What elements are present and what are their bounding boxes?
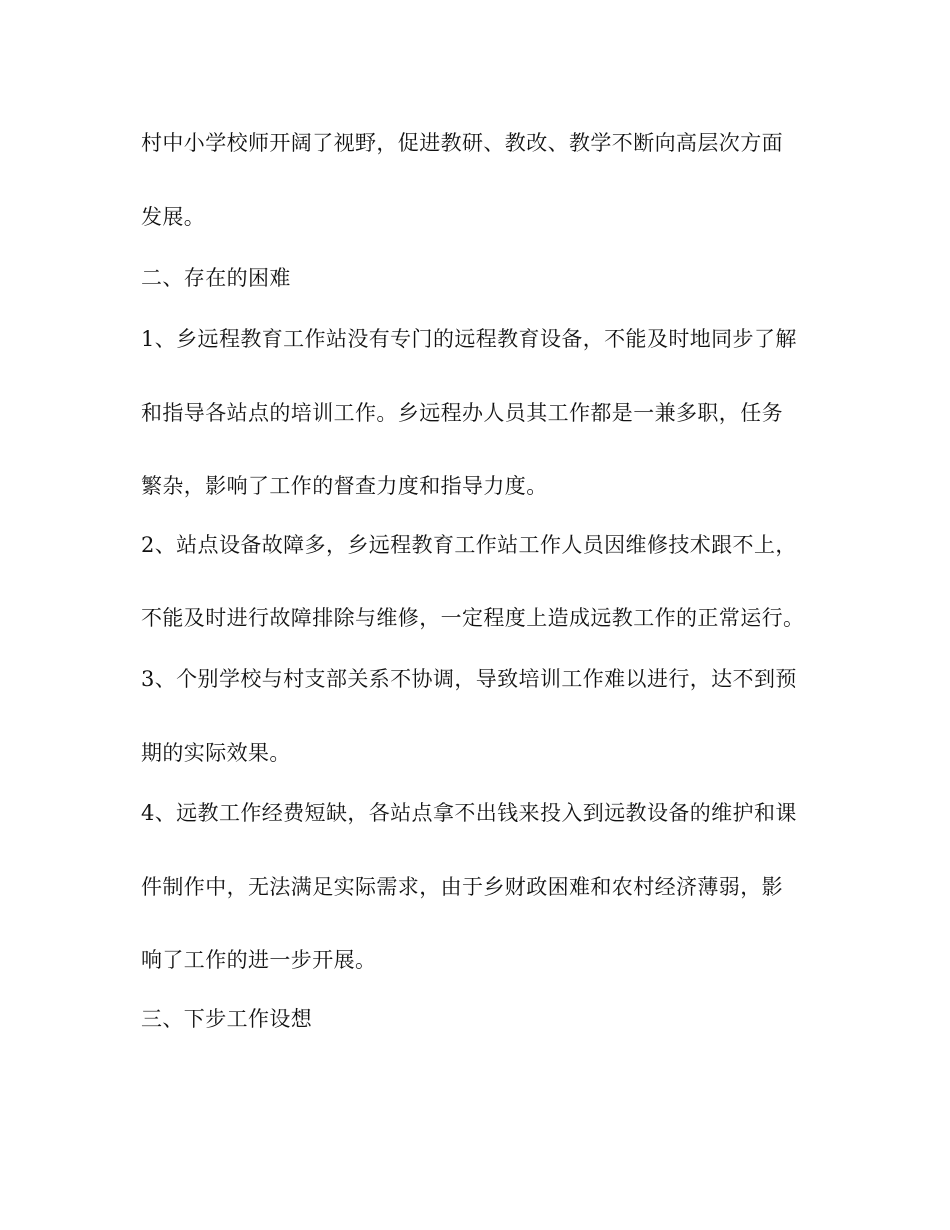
paragraph-line: 4、远教工作经费短缺，各站点拿不出钱来投入到远教设备的维护和课	[141, 801, 797, 825]
paragraph-line: 和指导各站点的培训工作。乡远程办人员其工作都是一兼多职，任务	[141, 401, 783, 425]
paragraph-line: 村中小学校师开阔了视野，促进教研、教改、教学不断向高层次方面	[141, 131, 783, 155]
paragraph-line: 2、站点设备故障多，乡远程教育工作站工作人员因维修技术跟不上，	[141, 533, 797, 557]
paragraph-line: 响了工作的进一步开展。	[141, 948, 377, 972]
paragraph-line: 期的实际效果。	[141, 741, 291, 765]
paragraph-line: 1、乡远程教育工作站没有专门的远程教育设备，不能及时地同步了解	[141, 327, 797, 351]
paragraph-line: 不能及时进行故障排除与维修，一定程度上造成远教工作的正常运行。	[141, 606, 805, 630]
section-heading-difficulties: 二、存在的困难	[141, 266, 291, 290]
paragraph-line: 件制作中，无法满足实际需求，由于乡财政困难和农村经济薄弱，影	[141, 875, 783, 899]
paragraph-line: 繁杂，影响了工作的督查力度和指导力度。	[141, 474, 548, 498]
section-heading-next-steps: 三、下步工作设想	[141, 1007, 313, 1031]
paragraph-line: 发展。	[141, 205, 206, 229]
paragraph-line: 3、个别学校与村支部关系不协调，导致培训工作难以进行，达不到预	[141, 667, 797, 691]
